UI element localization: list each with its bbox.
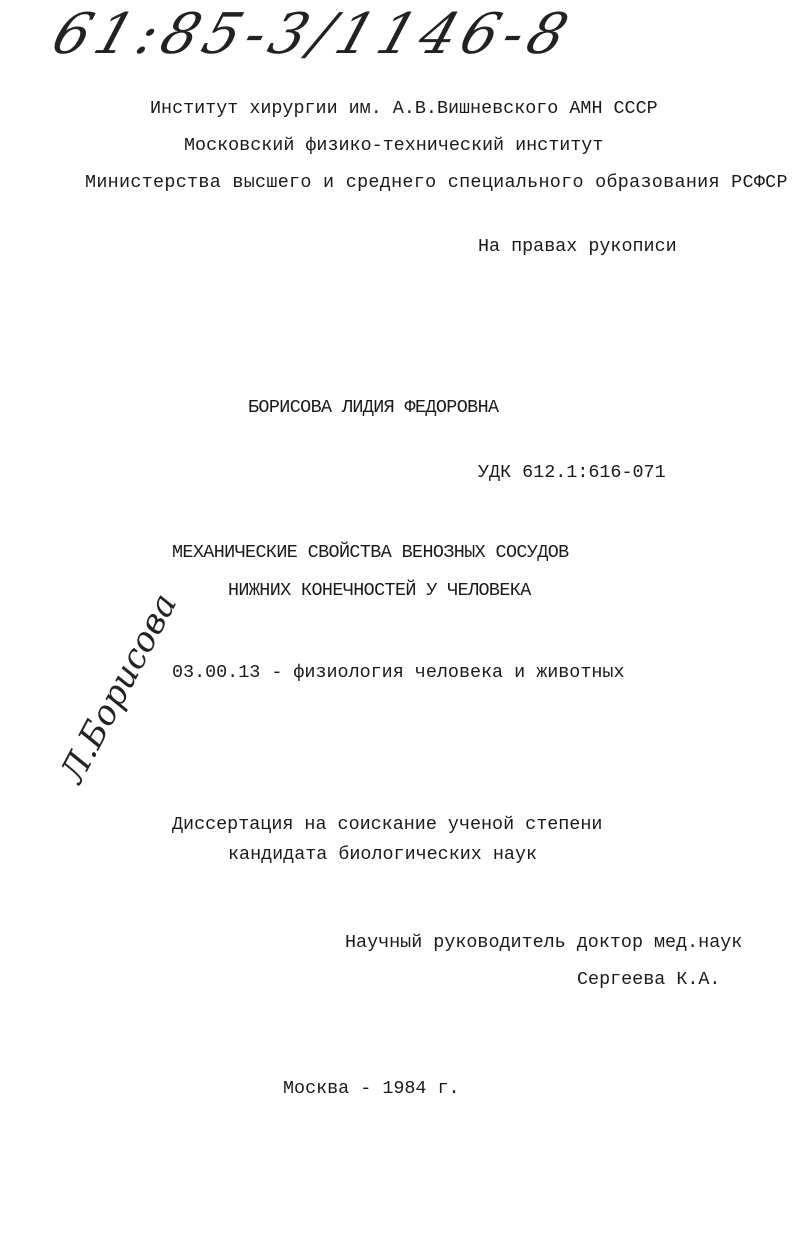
title-line: МЕХАНИЧЕСКИЕ СВОЙСТВА ВЕНОЗНЫХ СОСУДОВ xyxy=(172,542,569,563)
supervisor-name: Сергеева К.А. xyxy=(577,969,721,990)
manuscript-note: На правах рукописи xyxy=(478,236,677,257)
degree-line: кандидата биологических наук xyxy=(228,844,538,865)
specialty: 03.00.13 - физиология человека и животных xyxy=(172,662,625,683)
institution-line: Институт хирургии им. А.В.Вишневского АМН СССР xyxy=(150,98,658,119)
author-name: БОРИСОВА ЛИДИЯ ФЕДОРОВНА xyxy=(248,397,499,418)
author-signature: Л.Борисова xyxy=(52,587,186,790)
degree-line: Диссертация на соискание ученой степени xyxy=(172,814,603,835)
archive-number-handwritten: 61:85-3/1146-8 xyxy=(44,2,582,67)
place-year: Москва - 1984 г. xyxy=(283,1078,460,1099)
institution-line: Московский физико-технический институт xyxy=(184,135,604,156)
supervisor-label: Научный руководитель доктор мед.наук xyxy=(345,932,743,953)
title-line: НИЖНИХ КОНЕЧНОСТЕЙ У ЧЕЛОВЕКА xyxy=(228,580,531,601)
udc-code: УДК 612.1:616-071 xyxy=(478,462,666,483)
institution-line: Министерства высшего и среднего специального образования РСФСР xyxy=(85,172,788,193)
